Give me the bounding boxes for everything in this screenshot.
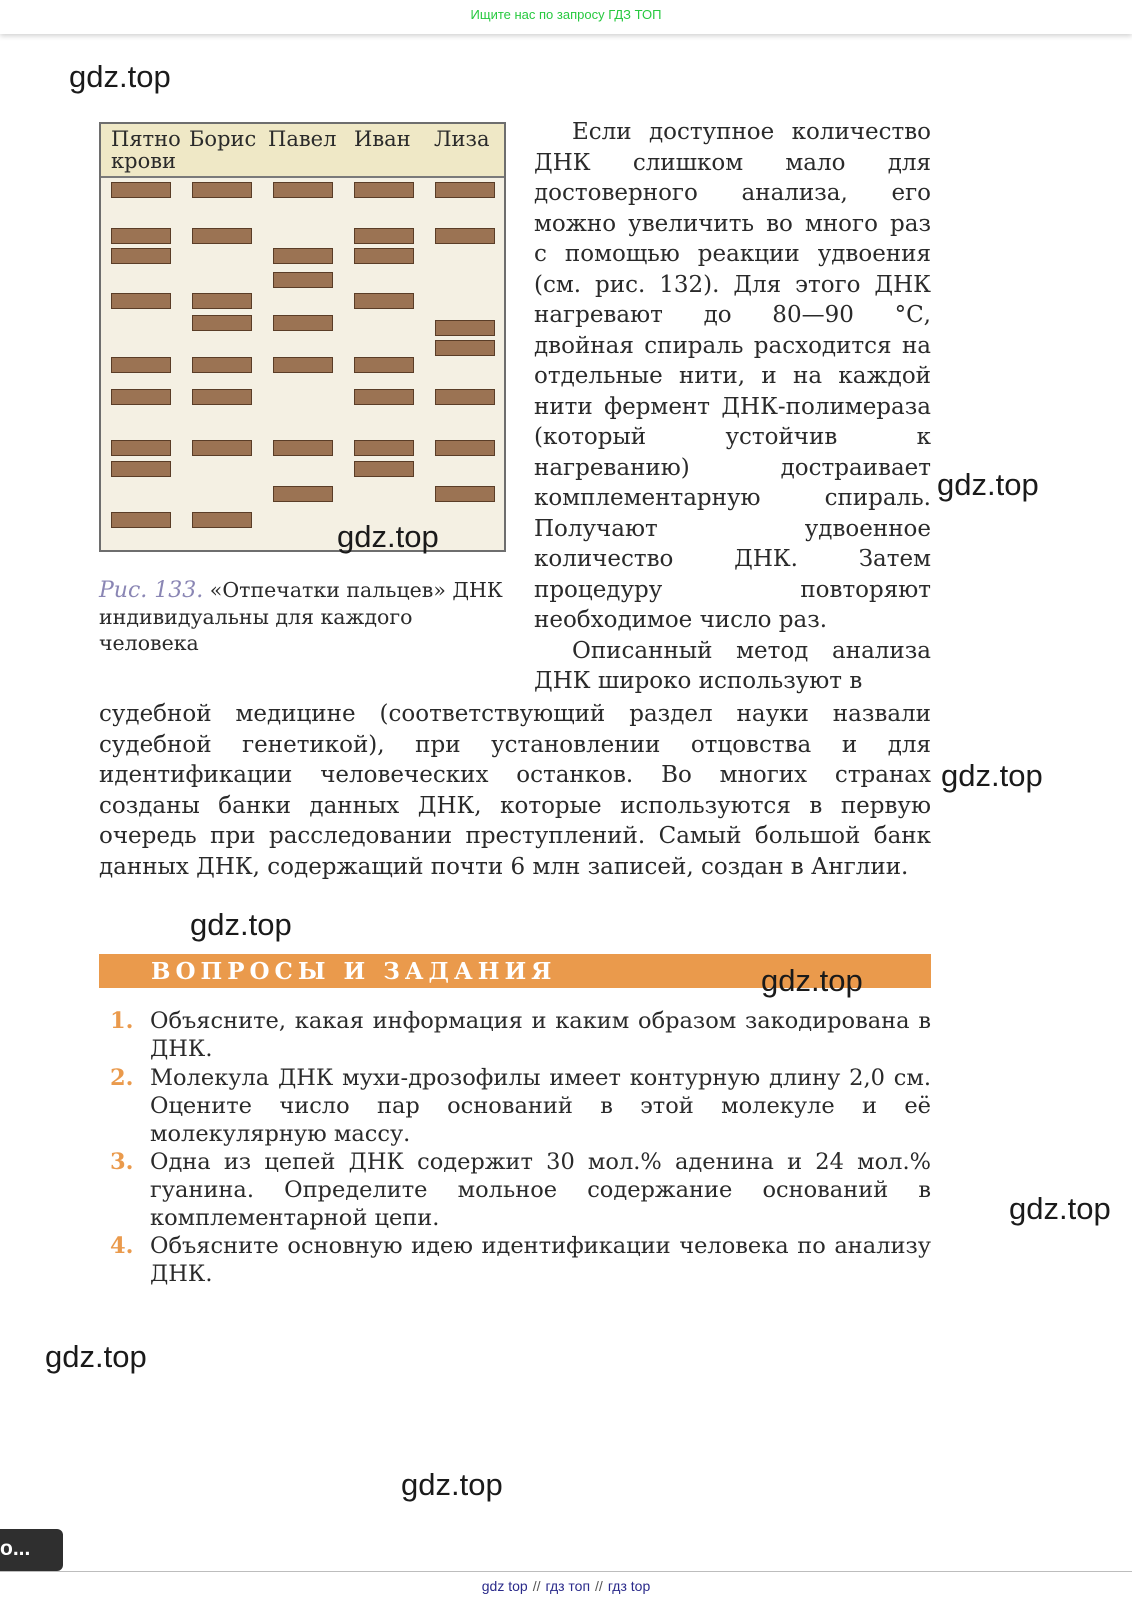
watermark: gdz.top [1009,1191,1111,1226]
gel-band [273,315,333,331]
gel-band [354,357,414,373]
gel-band [354,461,414,477]
gel-band [435,389,495,405]
column-label-blood-sub: крови [111,149,177,173]
gel-band [273,486,333,502]
gel-band [273,357,333,373]
gel-band [273,248,333,264]
gel-band [273,182,333,198]
gel-band [111,440,171,456]
gel-band [192,440,252,456]
gel-band [354,440,414,456]
questions-title: ВОПРОСЫ И ЗАДАНИЯ [151,958,557,985]
gel-band [435,486,495,502]
figure-caption [99,577,509,656]
gel-band [192,228,252,244]
gel-band [111,461,171,477]
gel-band [192,357,252,373]
gel-band [354,182,414,198]
column-label-liza: Лиза [434,127,490,151]
gel-band [111,228,171,244]
figure-header [101,124,504,178]
watermark: gdz.top [190,907,292,942]
watermark: gdz.top [337,519,439,554]
question-number: 4. [110,1233,134,1259]
gel-band [192,315,252,331]
question-item [110,1007,931,1063]
gel-band [354,228,414,244]
gel-band [435,320,495,336]
watermark: gdz.top [401,1467,503,1502]
watermark: gdz.top [45,1339,147,1374]
article-paragraph-2-rest: судебной медицине (соответствующий раздел науки назвали судебной генетикой), при установлении отцовства и для идентификации человеческих останков. Во многих странах созданы банки данных ДНК, которые используются в первую очередь при расследовании преступлений. Самый большой банк данных ДНК, содержащий почти 6 млн записей, создан в Англии. [99,701,931,880]
article-column-text [534,117,931,697]
question-text: Молекула ДНК мухи-дрозофилы имеет контурную длину 2,0 см. Оцените число пар оснований в этой молекуле и её молекулярную массу. [150,1065,931,1147]
gel-band [435,440,495,456]
question-item [110,1064,931,1148]
article-paragraph-2-start: Описанный метод анализа ДНК широко используют в [534,637,931,694]
question-number: 1. [110,1008,134,1034]
gel-band [192,293,252,309]
gel-band [111,389,171,405]
gel-band [192,389,252,405]
question-text: Одна из цепей ДНК содержит 30 мол.% аденина и 24 мол.% гуанина. Определите мольное содержание оснований в комплементарной цепи. [150,1149,931,1231]
gel-band [111,293,171,309]
dna-fingerprint-figure [99,122,506,552]
question-item [110,1232,931,1288]
gel-band [354,248,414,264]
gel-band [111,512,171,528]
column-label-ivan: Иван [354,127,411,151]
footer-link[interactable]: gdz top [481,1578,528,1594]
column-label-boris: Борис [189,127,257,151]
footer-divider [0,1571,1132,1572]
gel-band [192,512,252,528]
gel-band [111,182,171,198]
floating-chip-label: o... [0,1537,31,1560]
column-label-pavel: Павел [268,127,337,151]
gel-band [192,182,252,198]
question-text: Объясните основную идею идентификации человека по анализу ДНК. [150,1233,931,1287]
footer [0,1578,1132,1594]
question-text: Объясните, какая информация и каким образом закодирована в ДНК. [150,1008,931,1062]
question-number: 3. [110,1149,134,1175]
watermark: gdz.top [69,59,171,94]
column-label-blood: Пятно [111,127,181,151]
gel-band [354,293,414,309]
top-banner [0,0,1132,34]
gel-band [273,272,333,288]
footer-separator: // [532,1578,541,1594]
gel-band [435,182,495,198]
gel-band [435,340,495,356]
question-number: 2. [110,1065,134,1091]
watermark: gdz.top [937,467,1039,502]
gel-band [435,228,495,244]
gel-band [111,248,171,264]
watermark: gdz.top [941,758,1043,793]
footer-link[interactable]: гдз топ [545,1578,591,1594]
floating-chip[interactable] [0,1529,63,1571]
figure-caption-text: «Отпечатки пальцев» ДНК индивидуальны для каждого человека [99,578,503,655]
watermark: gdz.top [761,963,863,998]
gel-band [273,440,333,456]
article-paragraph-1: Если доступное количество ДНК слишком мало для достоверного анализа, его можно увеличить во много раз с помощью реакции удвоения (см. рис. 132). Для этого ДНК нагревают до 80—90 °С, двойная спираль расходится на отдельные нити, и на каждой нити фермент ДНК-полимераза (который устойчив к нагреванию) достраивает комплементарную спираль. Получают удвоенное количество ДНК. Затем процедуру повторяют необходимое число раз. [534,119,931,633]
figure-caption-ref: Рис. 133. [99,578,204,603]
question-item [110,1148,931,1232]
banner-link[interactable]: Ищите нас по запросу ГДЗ ТОП [470,7,662,22]
footer-link[interactable]: гдз top [607,1578,651,1594]
gel-band [354,389,414,405]
footer-separator: // [595,1578,603,1594]
gel-band [111,357,171,373]
